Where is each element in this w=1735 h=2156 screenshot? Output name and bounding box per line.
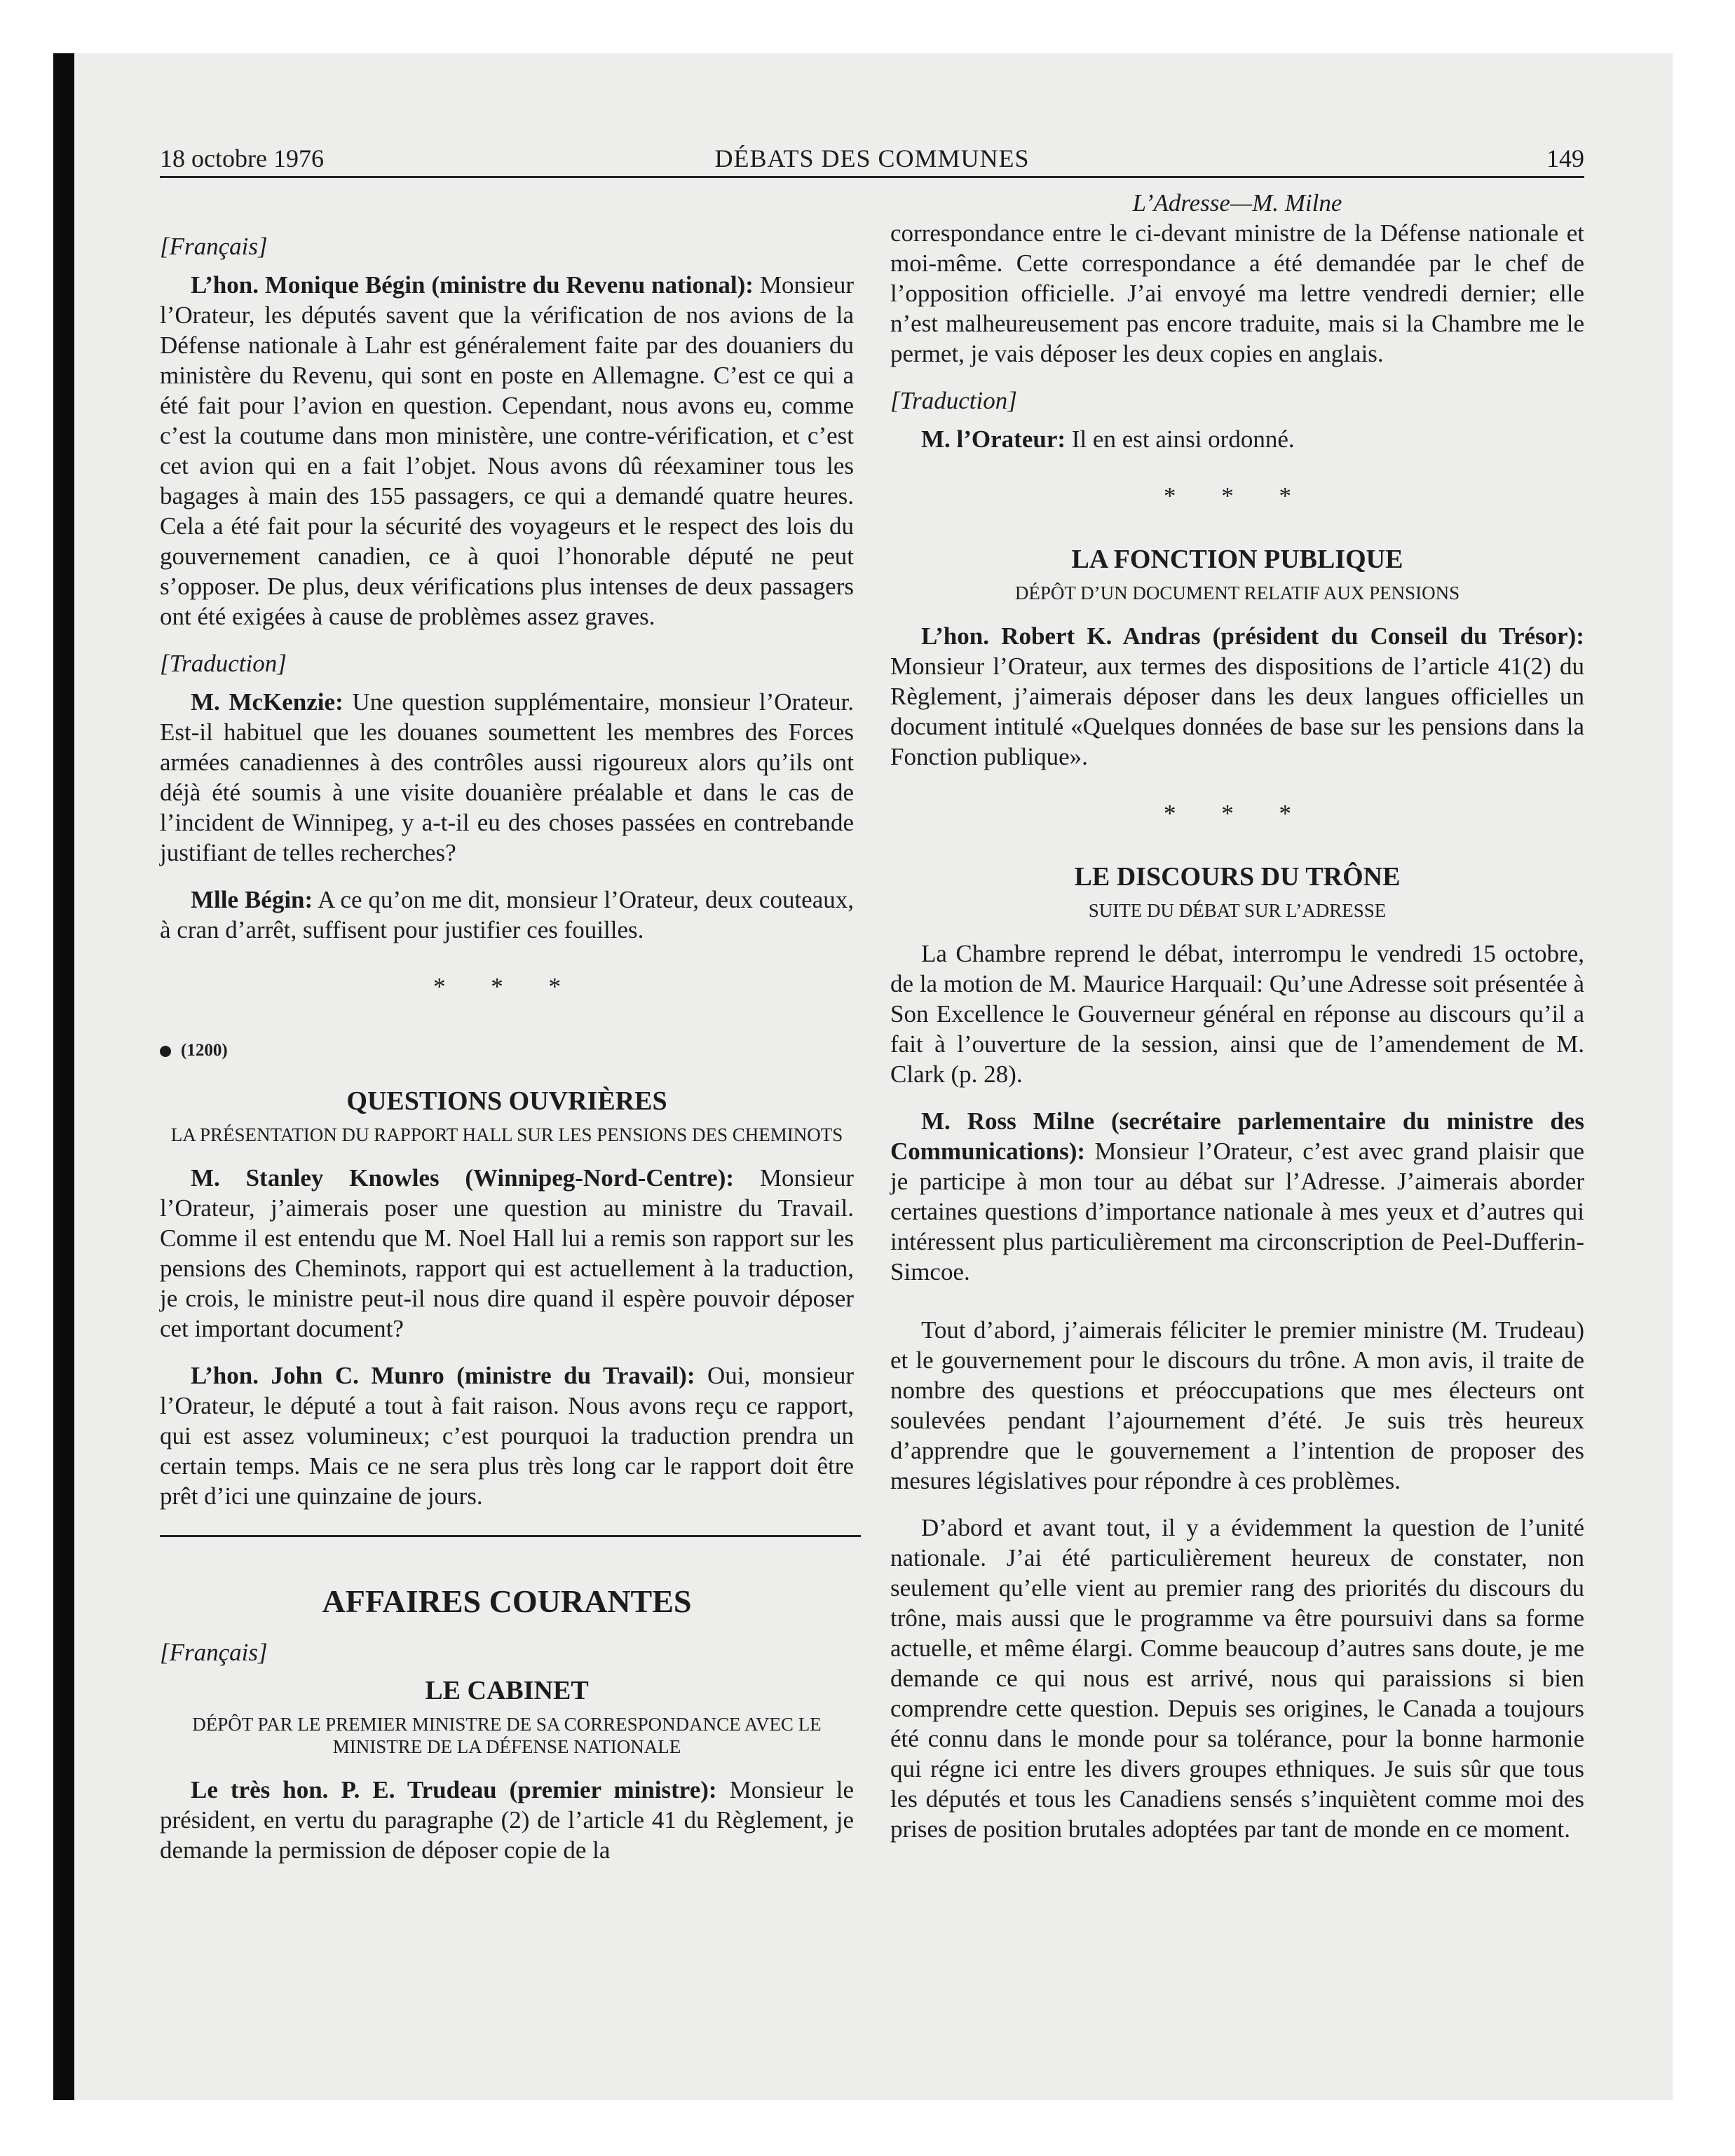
header-date: 18 octobre 1976 — [160, 144, 324, 172]
section-heading: QUESTIONS OUVRIÈRES — [346, 1086, 667, 1116]
main-heading: AFFAIRES COURANTES — [322, 1583, 692, 1619]
paragraph — [160, 1360, 854, 1511]
section-heading: LA FONCTION PUBLIQUE — [1071, 545, 1403, 574]
speaker-name: M. McKenzie: — [191, 688, 343, 716]
paragraph — [890, 621, 1584, 772]
speech-text: Monsieur l’Orateur, j’aimerais poser une question au ministre du Travail. Comme il est entendu que M. Noel Hall lui a remis son rapport sur les pensions des Cheminots, rapport qui est actuellement à la traduction, je crois, le ministre peut-il nous dire quand il espère pouvoir déposer cet important document? — [160, 1164, 854, 1342]
paragraph — [160, 687, 854, 868]
paragraph — [160, 1163, 854, 1344]
header-title: DÉBATS DES COMMUNES — [714, 144, 1030, 172]
section-separator-stars: * * * — [1164, 482, 1311, 510]
binding-edge — [53, 53, 74, 2100]
language-marker: [Traduction] — [890, 387, 1017, 414]
paragraph: La Chambre reprend le débat, interrompu le vendredi 15 octobre, de la motion de M. Maurice Harquail: Qu’une Adresse soit présentée à Son Excellence le Gouverneur général en réponse au discours qu’il a fait à l’ouverture de la session, ainsi que de l’amendement de M. Clark (p. 28). — [890, 940, 1584, 1088]
speaker-name: Mlle Bégin: — [191, 886, 313, 913]
paragraph — [160, 1775, 854, 1865]
bullet-icon — [160, 1046, 171, 1057]
speech-text: Il en est ainsi ordonné. — [1066, 425, 1295, 453]
paragraph — [890, 1106, 1584, 1287]
paragraph: D’abord et avant tout, il y a évidemment la question de l’unité nationale. J’ai été particulièrement heureux de constater, non seulement qu’elle vient au premier rang des priorités du discours du trône, mais aussi que le programme va être poursuivi dans sa forme actuelle, et même élargi. Comme beaucoup d’autres sans doute, je me demande ce qui nous est arrivé, nous qui paraissions si bien comprendre cette question. Depuis ses origines, le Canada a toujours été connu dans le monde pour sa tolérance, pour la bonne harmonie qui régne ici entre les divers groupes ethniques. Je suis sûr que tous les députés et tous les Canadiens sensés s’inquiètent comme moi des prises de position brutales adoptées par tant de monde en ce moment. — [890, 1514, 1584, 1843]
speaker-name: M. Ross Milne (secrétaire parlementaire du ministre des Communications): — [890, 1107, 1584, 1165]
page-header — [160, 143, 1584, 174]
language-marker: [Français] — [160, 233, 268, 260]
speaker-name: L’hon. Monique Bégin (ministre du Revenu national): — [191, 271, 754, 299]
section-subheading: LA PRÉSENTATION DU RAPPORT HALL SUR LES PENSIONS DES CHEMINOTS — [170, 1124, 843, 1145]
paragraph: correspondance entre le ci-devant ministre de la Défense nationale et moi-même. Cette correspondance a été demandée par le chef de l’opposition officielle. J’ai envoyé ma lettre vendredi dernier; elle n’est malheureusement pas encore traduite, mais si la Chambre me le permet, je vais déposer les deux copies en anglais. — [890, 219, 1584, 367]
section-heading: LE DISCOURS DU TRÔNE — [1074, 862, 1401, 892]
paragraph — [160, 885, 854, 945]
running-head: L’Adresse—M. Milne — [1132, 189, 1342, 217]
section-separator-stars: * * * — [1164, 800, 1311, 827]
speech-text: Monsieur le président, en vertu du paragraphe (2) de l’article 41 du Règlement, je demande la permission de déposer copie de la — [160, 1776, 855, 1864]
section-subheading: SUITE DU DÉBAT SUR L’ADRESSE — [1088, 900, 1387, 921]
time-text: (1200) — [181, 1041, 228, 1060]
left-column — [160, 188, 854, 1882]
speaker-name: L’hon. John C. Munro (ministre du Travail): — [191, 1362, 695, 1389]
speaker-name: M. Stanley Knowles (Winnipeg-Nord-Centre): — [191, 1164, 735, 1192]
paragraph — [890, 424, 1584, 454]
speech-text: Monsieur l’Orateur, c’est avec grand plaisir que je participe à mon tour au débat sur l’Adresse. J’aimerais aborder certaines questions d’importance nationale à mes yeux et d’autres qui intéressent plus particulièrement ma circonscription de Peel-Dufferin-Simcoe. — [890, 1138, 1584, 1285]
time-marker — [160, 1035, 854, 1065]
speech-text: A ce qu’on me dit, monsieur l’Orateur, deux couteaux, à cran d’arrêt, suffisent pour justifier ces fouilles. — [160, 886, 855, 943]
right-column — [890, 188, 1584, 1861]
paragraph: Tout d’abord, j’aimerais féliciter le premier ministre (M. Trudeau) et le gouvernement pour le discours du trône. A mon avis, il traite de nombre des questions et préoccupations que mes électeurs ont soulevées pendant l’ajournement d’été. Je suis très heureux d’apprendre que le gouvernement a l’intention de proposer des mesures législatives pour répondre à ces problèmes. — [890, 1316, 1584, 1494]
speaker-name: Le très hon. P. E. Trudeau (premier ministre): — [191, 1776, 717, 1803]
paragraph — [160, 270, 854, 632]
language-marker: [Français] — [160, 1639, 268, 1666]
header-rule — [160, 176, 1584, 178]
speech-text: Une question supplémentaire, monsieur l’Orateur. Est-il habituel que les douanes soumettent les membres des Forces armées canadiennes à des contrôles aussi rigoureux alors qu’ils ont déjà été soumis à une visite douanière préalable et dans le cas de l’incident de Winnipeg, y a-t-il eu des choses passées en contrebande justifiant de telles recherches? — [160, 688, 855, 866]
section-subheading: DÉPÔT PAR LE PREMIER MINISTRE DE SA CORRESPONDANCE AVEC LE MINISTRE DE LA DÉFENSE NATIONALE — [192, 1714, 822, 1757]
section-separator-stars: * * * — [433, 973, 580, 1000]
section-subheading: DÉPÔT D’UN DOCUMENT RELATIF AUX PENSIONS — [1014, 582, 1460, 603]
speech-text: Monsieur l’Orateur, les députés savent que la vérification de nos avions de la Défense nationale à Lahr est généralement faite par des douaniers du ministère du Revenu, qui sont en poste en Allemagne. C’est ce qui a été fait pour l’avion en question. Cependant, nous avons eu, comme c’est la coutume dans mon ministère, une contre-vérification, et c’est cet avion qui en a fait l’objet. Nous avons dû réexaminer tous les bagages à main des 155 passagers, ce qui a demandé quatre heures. Cela a été fait pour la sécurité des voyageurs et le respect des lois du gouvernement canadien, ce à quoi l’honorable député ne peut s’opposer. De plus, deux vérifications plus intenses de deux passagers ont été exigées à cause de problèmes assez graves. — [160, 271, 854, 630]
speech-text: Oui, monsieur l’Orateur, le député a tout à fait raison. Nous avons reçu ce rapport, qui est assez volumineux; c’est pourquoi la traduction prendra un certain temps. Mais ce ne sera plus très long car le rapport doit être prêt d’ici une quinzaine de jours. — [160, 1362, 854, 1510]
speaker-name: M. l’Orateur: — [921, 425, 1066, 453]
speech-text: Monsieur l’Orateur, aux termes des dispositions de l’article 41(2) du Règlement, j’aimerais déposer dans les deux langues officielles un document intitulé «Quelques données de base sur les pensions dans la Fonction publique». — [890, 653, 1584, 770]
language-marker: [Traduction] — [160, 650, 287, 677]
page-number: 149 — [1546, 144, 1584, 172]
section-heading: LE CABINET — [425, 1676, 589, 1705]
speaker-name: L’hon. Robert K. Andras (président du Conseil du Trésor): — [921, 622, 1584, 650]
section-divider — [160, 1535, 861, 1537]
